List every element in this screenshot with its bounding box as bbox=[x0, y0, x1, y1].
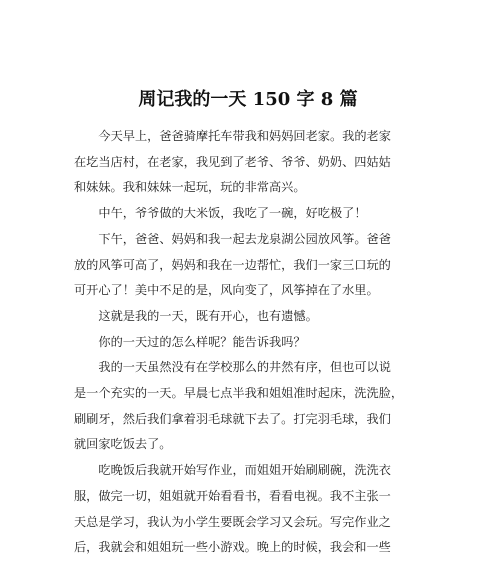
paragraph-3: 下午，爸爸、妈妈和我一起去龙泉湖公园放风筝。爸爸 放的风筝可高了，妈妈和我在一边帮忙，我们一家三口玩的 可开心了！美中不足的是，风向变了，风筝掉在了水里。 bbox=[74, 231, 391, 298]
paragraph-4: 这就是我的一天，既有开心，也有遗憾。 bbox=[98, 308, 318, 323]
paragraph-7: 吃晚饭后我就开始写作业，而姐姐开始刷刷碗，洗洗衣 服，做完一切，姐姐就开始看看书，看看电视。我不主张一 天总是学习，我认为小学生要既会学习又会玩。写完作业之 后，我就会和姐姐玩一些小游戏。晚上的时候，我会和一些 bbox=[74, 463, 391, 555]
paragraph-1: 今天早上，爸爸骑摩托车带我和妈妈回老家。我的老家 在圪当店村，在老家，我见到了老爷、爷爷、奶奶、四姑姑 和妹妹。我和妹妹一起玩，玩的非常高兴。 bbox=[74, 129, 391, 195]
paragraph-2: 中午，爷爷做的大米饭，我吃了一碗，好吃极了！ bbox=[98, 206, 367, 221]
paragraph-6: 我的一天虽然没有在学校那么的井然有序，但也可以说 是一个充实的一天。早晨七点半我和姐姐准时起床，洗洗脸， 刷刷牙，然后我们拿着羽毛球就下去了。打完羽毛球，我们 就回家吃饭去了。 bbox=[74, 360, 404, 452]
paragraph-5: 你的一天过的怎么样呢？能告诉我吗？ bbox=[98, 334, 306, 349]
document-body bbox=[74, 124, 422, 561]
document-title: 周记我的一天 150 字 8 篇 bbox=[138, 89, 358, 110]
